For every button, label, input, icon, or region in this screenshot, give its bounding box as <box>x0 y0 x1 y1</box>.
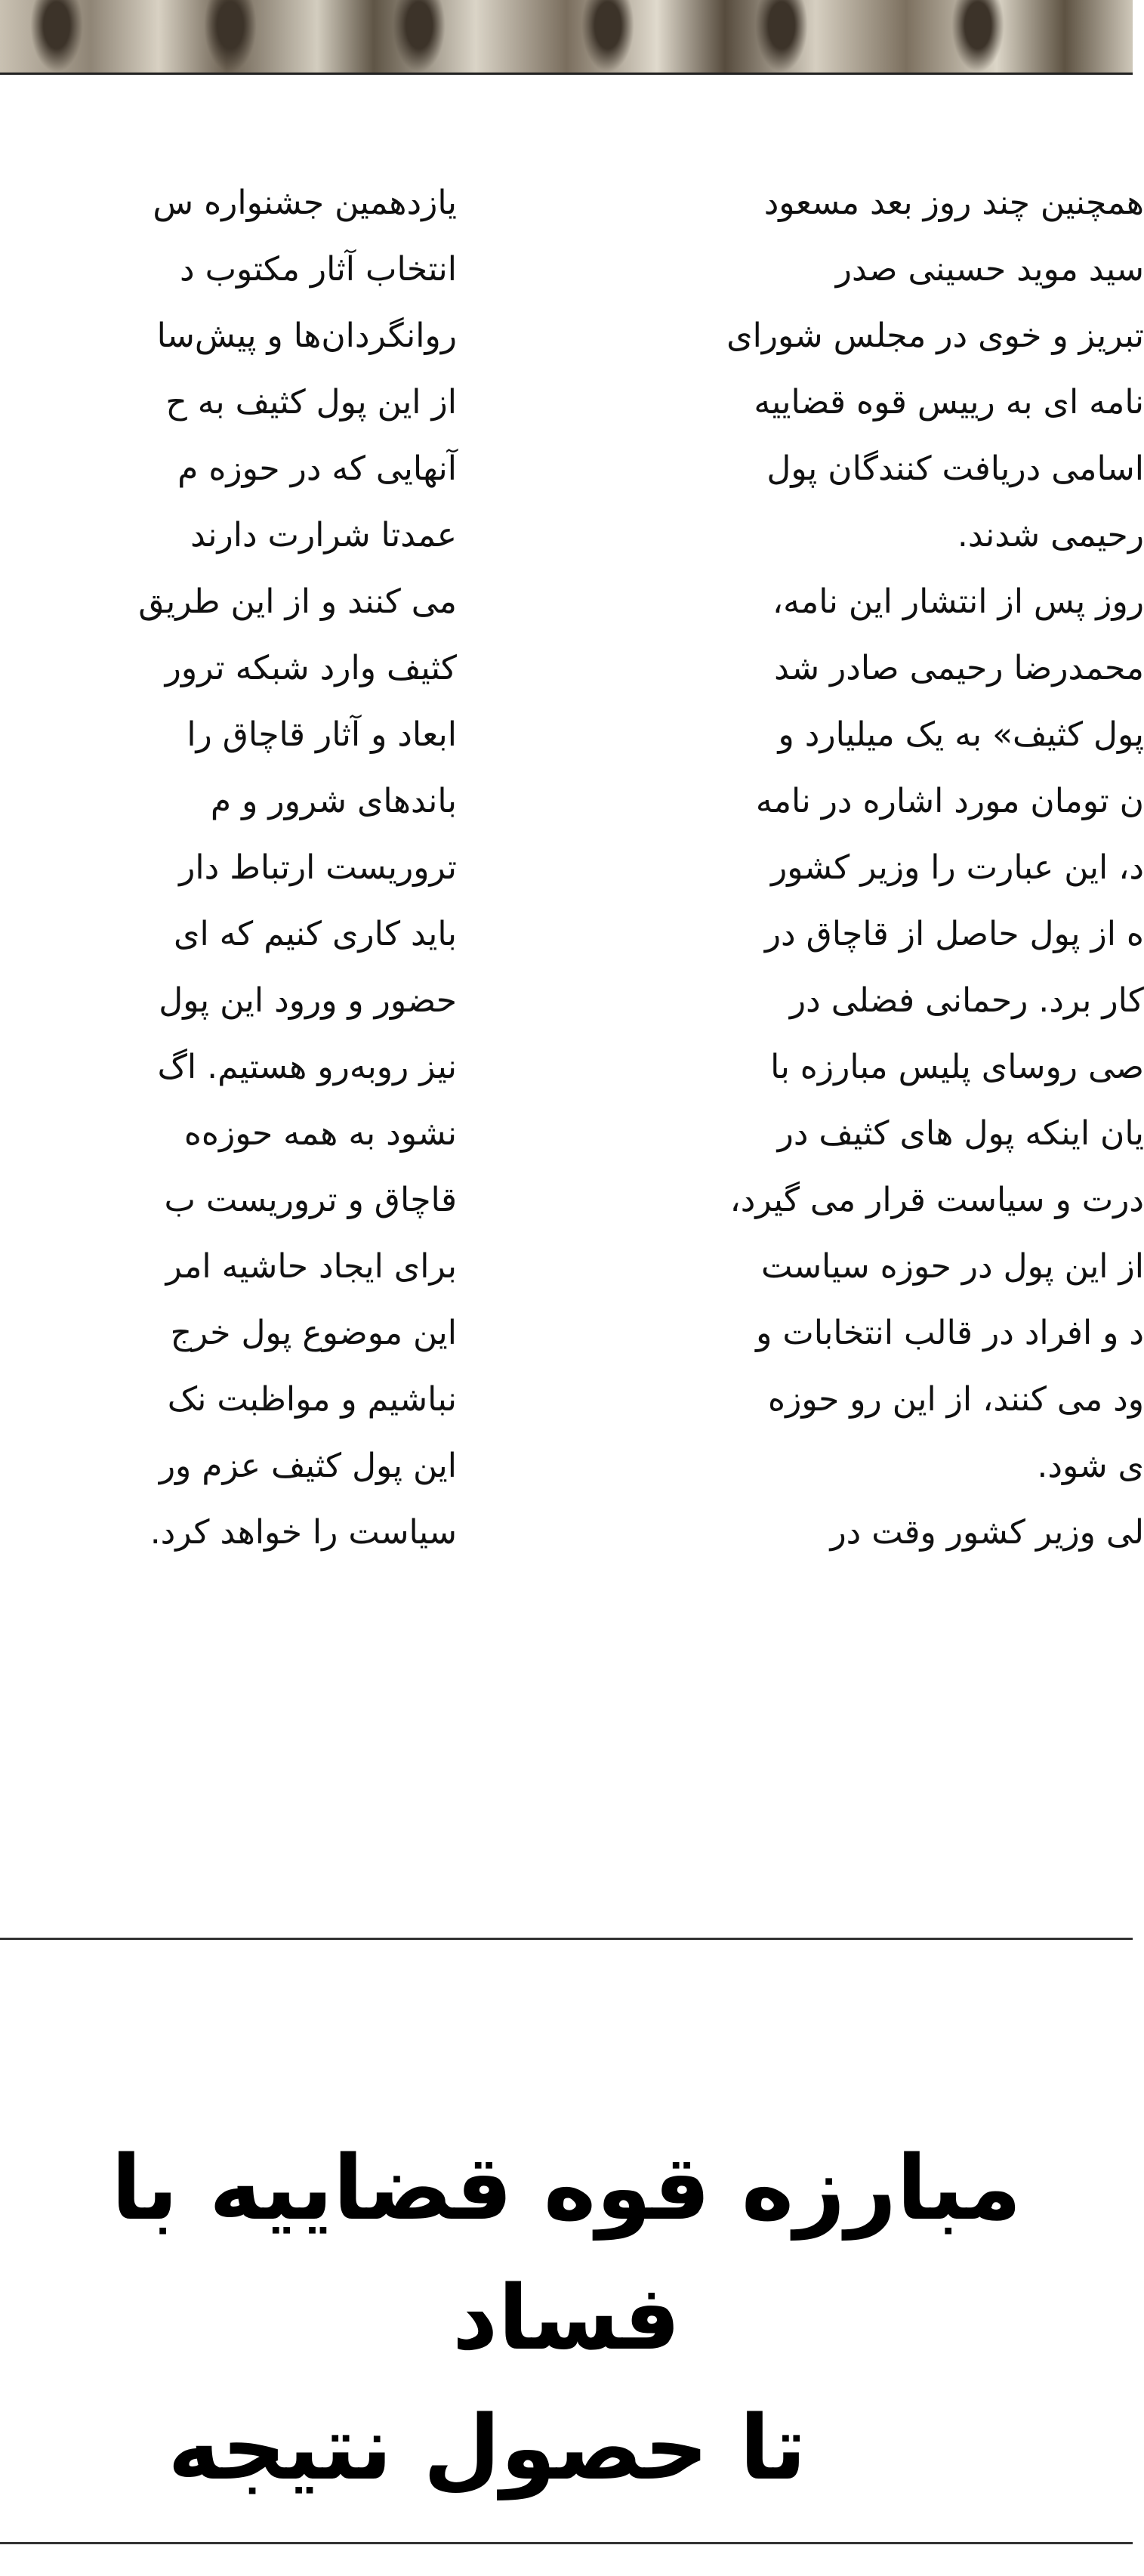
article-text-line: ن تومان مورد اشاره در نامه <box>755 782 1144 820</box>
article-text-line: باندهای شرور و م <box>210 782 457 820</box>
article-text-line: این موضوع پول خرج <box>170 1314 457 1352</box>
article-text-line: عمدتا شرارت دارند <box>190 516 457 554</box>
article-text-line: ه از پول حاصل از قاچاق در <box>764 915 1144 953</box>
article-column-middle <box>0 170 457 1900</box>
article-text-line: محمدرضا رحیمی صادر شد <box>774 649 1144 687</box>
article-text-line: همچنین چند روز بعد مسعود <box>763 184 1144 222</box>
portrait-photo <box>204 0 257 73</box>
article-text-line: رحیمی شدند. <box>957 516 1144 554</box>
article-text-line: یان اینکه پول های کثیف در <box>777 1114 1144 1153</box>
article-text-line: قاچاق و تروریست ب <box>164 1181 457 1219</box>
article-column-right <box>540 170 1144 1900</box>
article-text-line: از این پول در حوزه سیاست <box>760 1247 1144 1286</box>
article-text-line: نیز روبه‌رو هستیم. اگ <box>157 1048 457 1086</box>
article-text-line: ی شود. <box>1037 1447 1144 1485</box>
top-photo-strip <box>0 0 1133 75</box>
article-text-line: د و افراد در قالب انتخابات و <box>756 1314 1144 1352</box>
article-text-line: اسامی دریافت کنندگان پول <box>766 449 1144 488</box>
headline-line-1: مبارزه قوه قضاییه با فساد <box>111 2136 1022 2370</box>
headline <box>0 2123 1133 2513</box>
article-text-line: تبریز و خوی در مجلس شورای <box>726 317 1144 355</box>
article-text-line: ود می کنند، از این رو حوزه <box>768 1380 1144 1419</box>
article-text-line: می کنند و از این طریق <box>138 582 457 621</box>
article-text-line: تروریست ارتباط دار <box>179 848 457 887</box>
portrait-photo <box>30 0 83 73</box>
portrait-photo <box>755 0 808 73</box>
portrait-photo <box>393 0 446 73</box>
article-text-line: باید کاری کنیم که ای <box>174 915 457 953</box>
article-text-line: لی وزیر کشور وقت در <box>830 1513 1144 1552</box>
headline-line-2: تا حصول نتیجه <box>168 2395 806 2500</box>
article-text-line: نشود به همه حوزه‌ه <box>183 1114 457 1153</box>
portrait-photo <box>581 0 634 73</box>
article-text-line: یازدهمین جشنواره س <box>153 184 457 222</box>
article-text-line: این پول کثیف عزم ور <box>159 1447 457 1485</box>
article-text-line: درت و سیاست قرار می گیرد، <box>729 1181 1144 1219</box>
article-text-line: سید مويد حسینی صدر <box>835 250 1144 289</box>
article-text-line: انتخاب آثار مکتوب د <box>180 250 457 289</box>
article-text-line: آنهایی که در حوزه م <box>177 449 457 488</box>
article-text-line: روز پس از انتشار این نامه، <box>772 582 1144 621</box>
article-text-line: پول کثیف» به یک میلیارد و <box>778 715 1144 754</box>
article-text-line: ابعاد و آثار قاچاق را <box>187 715 457 754</box>
article-text-line: روانگردان‌ها و پیش‌سا <box>156 317 457 355</box>
article-text-line: نباشیم و مواظبت نک <box>167 1380 457 1419</box>
article-text-line: از این پول کثیف به ح <box>165 383 457 422</box>
article-text-line: سیاست را خواهد کرد. <box>150 1513 457 1552</box>
article-text-line: حضور و ورود این پول <box>159 981 457 1020</box>
article-text-line: کثیف وارد شبکه ترور <box>165 649 457 687</box>
article-text-line: کار برد. رحمانی فضلی در <box>789 981 1144 1020</box>
article-text-line: برای ایجاد حاشیه امر <box>165 1247 457 1286</box>
article-text-line: نامه ای به رییس قوه قضاییه <box>754 383 1144 422</box>
article-text-line: د، این عبارت را وزیر کشور <box>771 848 1144 887</box>
section-divider-bottom <box>0 2542 1133 2544</box>
section-divider-top <box>0 1938 1133 1940</box>
portrait-photo <box>951 0 1004 73</box>
article-text-line: صی روسای پلیس مبارزه با <box>770 1048 1144 1086</box>
